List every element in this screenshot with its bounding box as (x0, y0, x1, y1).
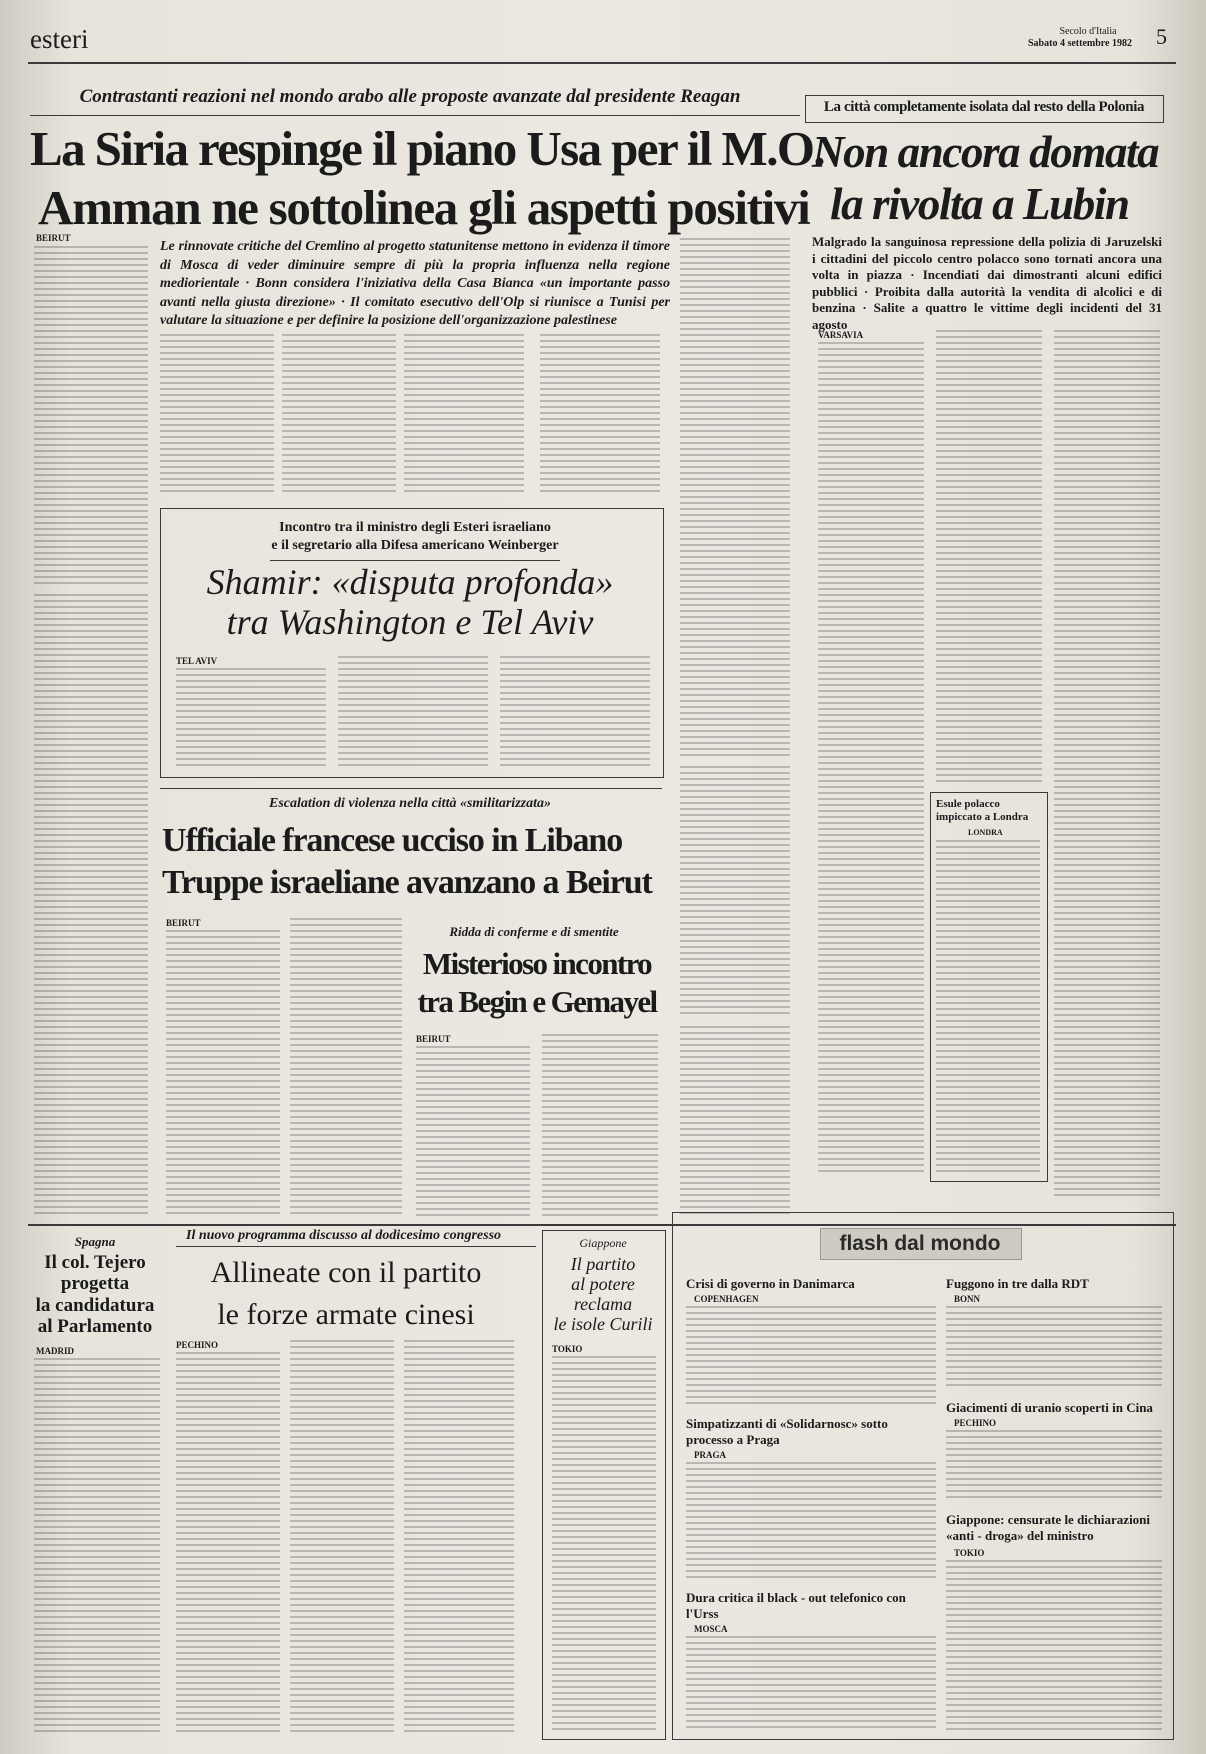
poland-deck: Malgrado la sanguinosa repressione della polizia di Jaruzelski i cittadini del piccolo centro polacco sono tornati ancora una volta in piazza · Incendiati dai dimostranti alcuni edifici pubblici · Proibita dalla autorità la vendita di alcolici e di benzina · Salite a quattro le vittime degli incidenti del 31 agosto (812, 234, 1162, 332)
lead-dateline: BEIRUT (36, 233, 71, 243)
spain-col (34, 1358, 160, 1734)
lead-kicker: Contrastanti reazioni nel mondo arabo alle proposte avanzate dal presidente Reagan (79, 86, 741, 107)
japan-headline (546, 1254, 660, 1335)
flash-title: flash dal mondo (839, 1232, 1001, 1255)
china-headline-2: le forze armate cinesi (217, 1298, 475, 1331)
begin-kicker: Ridda di conferme e di smentite (449, 924, 619, 939)
begin-col-2 (542, 1034, 658, 1216)
flash-item-4-title: Fuggono in tre dalla RDT (946, 1276, 1089, 1291)
lebanon-headline-2: Truppe israeliane avanzano a Beirut (162, 864, 652, 901)
lebanon-kicker: Escalation di violenza nella città «smilitarizzata» (269, 796, 551, 811)
poland-boxout-dateline: LONDRA (968, 828, 1003, 837)
lead-col-6 (680, 238, 790, 760)
china-headline-1: Allineate con il partito (210, 1256, 482, 1289)
lead-col-1 (34, 246, 148, 588)
lead-headline-1: La Siria respinge il piano Usa per il M.O. (30, 121, 825, 176)
shamir-col-2 (338, 656, 488, 766)
lebanon-dateline: BEIRUT (166, 918, 201, 928)
shamir-headline-2: tra Washington e Tel Aviv (226, 602, 594, 642)
flash-item-2-text (686, 1462, 936, 1580)
spain-headline-line-4: al Parlamento (37, 1315, 153, 1337)
poland-boxout-text (936, 840, 1040, 1172)
issue-date: Sabato 4 settembre 1982 (1028, 38, 1132, 49)
spain-headline (30, 1252, 160, 1337)
china-col-2 (290, 1340, 394, 1734)
lead-col-6-cont (680, 766, 790, 1018)
poland-headline-1: Non ancora domata (812, 127, 1159, 177)
japan-headline-line-2: al potere (571, 1274, 635, 1295)
japan-kicker: Giappone (579, 1236, 627, 1250)
lead-col-4 (404, 334, 524, 496)
flash-item-4-text (946, 1306, 1162, 1390)
lebanon-headline-1: Ufficiale francese ucciso in Libano (162, 822, 623, 859)
shamir-rule (270, 560, 560, 561)
shamir-headline-1: Shamir: «disputa profonda» (206, 562, 614, 602)
spain-headline-line-1: Il col. Tejero (44, 1252, 146, 1273)
spain-headline-line-2: progetta (60, 1273, 130, 1295)
lead-deck: Le rinnovate critiche del Cremlino al progetto statunitense mettono in evidenza il timore di Mosca di veder diminuire sempre di più la propria influenza nella regione mediorientale · Bonn considera l'iniziativa della Casa Bianca «un importante passo avanti nella giusta direzione» · Il comitato esecutivo dell'Olp si riunisce a Tunisi per valutare la situazione e per definire la posizione dell'organizzazione palestinese (160, 239, 670, 329)
japan-col (552, 1356, 656, 1732)
lead-col-7 (680, 1026, 790, 1216)
poland-dateline: VARSAVIA (818, 330, 864, 340)
page-number: 5 (1156, 24, 1167, 49)
shamir-kicker-2: e il segretario alla Difesa americano Weinberger (271, 538, 559, 553)
poland-col-2 (936, 330, 1042, 782)
spain-headline-line-3: la candidatura (35, 1294, 155, 1316)
flash-item-3-text (686, 1636, 936, 1732)
spain-kicker: Spagna (74, 1234, 116, 1249)
flash-item-6-text (946, 1560, 1162, 1730)
flash-item-2-title: Simpatizzanti di «Solidarnosc» sotto processo a Praga (686, 1416, 888, 1447)
lead-col-3 (282, 334, 396, 496)
flash-item-6-title: Giappone: censurate le dichiarazioni «anti - droga» del ministro (946, 1512, 1151, 1543)
lead-col-2 (160, 334, 274, 496)
flash-item-3-title: Dura critica il black - out telefonico con l'Urss (686, 1590, 906, 1621)
china-kicker: Il nuovo programma discusso al dodicesimo congresso (186, 1228, 502, 1243)
flash-item-5-title: Giacimenti di uranio scoperti in Cina (946, 1400, 1153, 1415)
lead-kicker-rule (30, 115, 800, 116)
begin-headline-2: tra Begin e Gemayel (417, 984, 657, 1019)
japan-headline-line-4: le isole Curili (553, 1314, 653, 1335)
poland-boxout-title: Esule polacco impiccato a Londra (936, 798, 1029, 824)
shamir-col-1 (176, 668, 326, 768)
japan-dateline: TOKIO (552, 1344, 583, 1354)
flash-item-1-dateline: COPENHAGEN (694, 1294, 759, 1304)
poland-col-1 (818, 342, 924, 1172)
china-kicker-rule (176, 1246, 536, 1247)
china-dateline: PECHINO (176, 1340, 219, 1350)
shamir-dateline: TEL AVIV (176, 656, 218, 666)
poland-col-3 (1054, 330, 1160, 1196)
flash-item-3-dateline: MOSCA (694, 1624, 728, 1634)
section-label: esteri (30, 24, 89, 54)
begin-col-1 (416, 1046, 530, 1216)
flash-item-2-dateline: PRAGA (694, 1450, 726, 1460)
paper-name: Secolo d'Italia (1059, 26, 1117, 37)
flash-item-5-dateline: PECHINO (954, 1418, 997, 1428)
begin-headline-1: Misterioso incontro (422, 946, 652, 981)
flash-item-1-title: Crisi di governo in Danimarca (686, 1276, 855, 1291)
flash-item-5-text (946, 1430, 1162, 1500)
flash-item-4-dateline: BONN (954, 1294, 981, 1304)
spain-dateline: MADRID (36, 1346, 74, 1356)
lebanon-col-2 (290, 918, 402, 1216)
china-col-1 (176, 1352, 280, 1734)
lead-headline-2: Amman ne sottolinea gli aspetti positivi (38, 180, 810, 235)
shamir-kicker-1: Incontro tra il ministro degli Esteri israeliano (279, 520, 551, 535)
lead-col-1-cont (34, 594, 148, 1216)
flash-item-6-dateline: TOKIO (954, 1548, 985, 1558)
lebanon-top-rule (160, 788, 662, 789)
lebanon-col-1 (166, 930, 280, 1216)
begin-dateline: BEIRUT (416, 1034, 451, 1044)
japan-headline-line-3: reclama (573, 1294, 633, 1315)
lead-col-5 (540, 334, 660, 496)
japan-headline-line-1: Il partito (570, 1254, 636, 1274)
poland-kicker: La città completamente isolata dal resto della Polonia (823, 99, 1145, 115)
shamir-col-3 (500, 656, 650, 766)
china-col-3 (404, 1340, 514, 1734)
header-rule (28, 62, 1176, 64)
flash-item-1-text (686, 1306, 936, 1406)
poland-headline-2: la rivolta a Lubin (830, 179, 1129, 229)
